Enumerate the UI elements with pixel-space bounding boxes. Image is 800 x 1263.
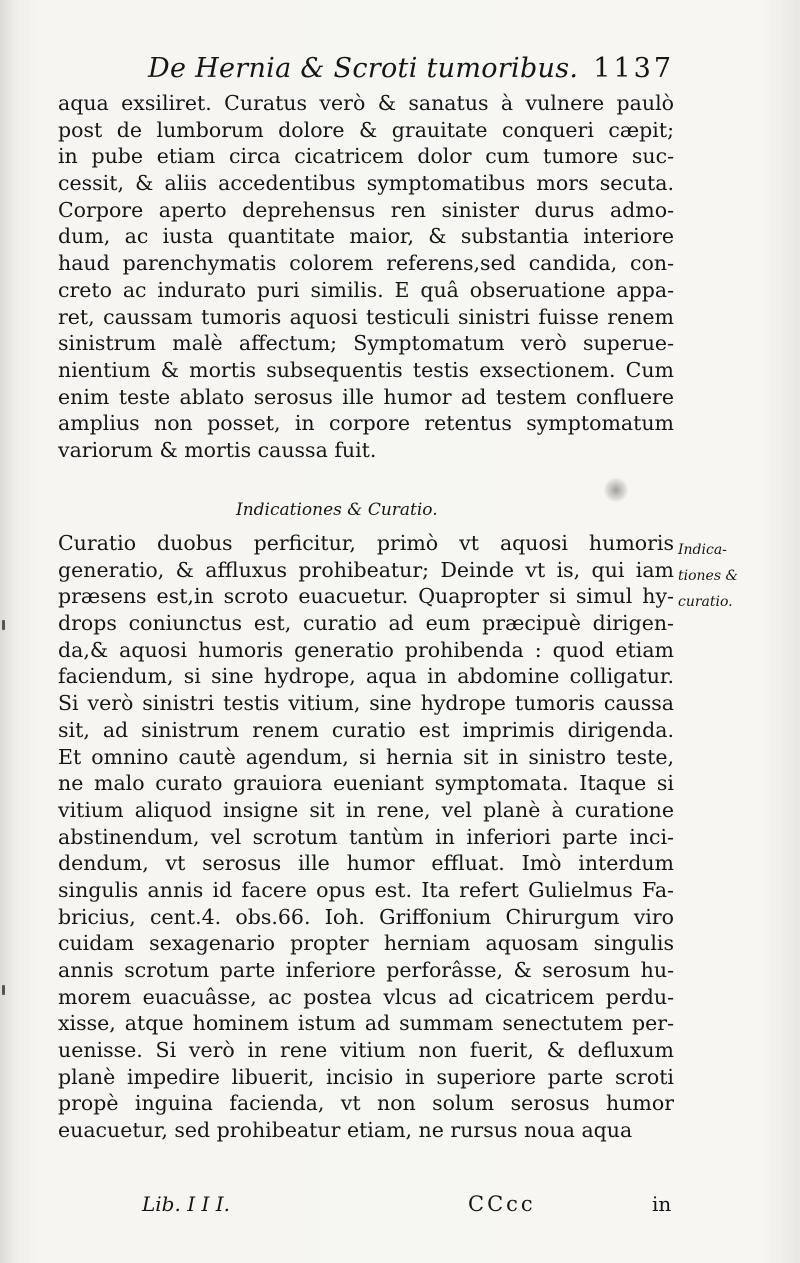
page-footer <box>0 1192 800 1222</box>
text-line: præsens est,in scroto euacuetur. Quapropter si simul hy- <box>58 584 674 609</box>
text-line: dum, ac iusta quantitate maior, & substantia interiore <box>58 224 674 249</box>
text-line: amplius non posset, in corpore retentus symptomatum <box>58 411 674 436</box>
signature-mark: CCcc <box>468 1192 536 1216</box>
text-line: ret, caussam tumoris aquosi testiculi sinistri fuisse renem <box>58 304 674 329</box>
text-line: Si verò sinistri testis vitium, sine hydrope tumoris caussa <box>58 691 674 716</box>
text-line: haud parenchymatis colorem referens,sed candida, con- <box>58 251 674 276</box>
text-line: nientium & mortis subsequentis testis exsectionem. Cum <box>58 357 674 382</box>
text-line: planè impedire libuerit, incisio in superiore parte scroti <box>58 1064 674 1089</box>
text-line: propè inguina facienda, vt non solum serosus humor <box>58 1091 674 1116</box>
text-line: euacuetur, sed prohibeatur etiam, ne rursus noua aqua <box>58 1118 633 1143</box>
text-line: enim teste ablato serosus ille humor ad testem confluere <box>58 384 674 409</box>
text-line: post de lumborum dolore & grauitate conqueri cæpit; <box>58 117 674 142</box>
text-line: drops coniunctus est, curatio ad eum præcipuè dirigen- <box>58 611 674 636</box>
text-line: cessit, & aliis accedentibus symptomatibus mors secuta. <box>58 171 674 196</box>
catchword: in <box>652 1192 672 1216</box>
margin-note <box>678 537 798 615</box>
text-line: cuidam sexagenario propter herniam aquosam singulis <box>58 931 674 956</box>
text-line: Corpore aperto deprehensus ren sinister durus admo- <box>58 197 674 222</box>
text-line: uenisse. Si verò in rene vitium non fuerit, & defluxum <box>58 1038 674 1063</box>
text-line: annis scrotum parte inferiore perforâsse, & serosum hu- <box>58 958 674 982</box>
text-line: dendum, vt serosus ille humor effluat. Imò interdum <box>58 851 674 876</box>
text-line: Curatio duobus perficitur, primò vt aquosi humoris <box>58 531 674 555</box>
signature-label: Lib. I I I. <box>142 1192 230 1216</box>
text-line: bricius, cent.4. obs.66. Ioh. Griffonium Chirurgum viro <box>58 904 674 929</box>
ink-smudge <box>604 478 628 502</box>
text-line: Et omnino cautè agendum, si hernia sit in sinistro teste, <box>58 744 674 769</box>
text-line: aqua exsiliret. Curatus verò & sanatus à vulnere paulò <box>58 91 674 115</box>
margin-note-line: Indica- <box>678 542 727 558</box>
text-line: generatio, & affluxus prohibeatur; Deinde vt is, qui iam <box>58 557 674 582</box>
text-line: sinistrum malè affectum; Symptomatum verò superue- <box>58 331 674 356</box>
margin-note-line: curatio. <box>678 594 733 610</box>
page-number: 1137 <box>593 53 674 84</box>
page-edge-mark <box>2 985 5 995</box>
text-line: variorum & mortis caussa fuit. <box>58 437 377 462</box>
page-header <box>148 53 678 93</box>
margin-note-line: tiones & <box>678 568 738 584</box>
page-edge-mark <box>2 620 5 630</box>
paragraph-observation <box>58 90 674 464</box>
text-line: singulis annis id facere opus est. Ita refert Gulielmus Fa- <box>58 877 674 902</box>
text-line: sit, ad sinistrum renem curatio est imprimis dirigenda. <box>58 717 674 742</box>
text-line: xisse, atque hominem istum ad summam senectutem per- <box>58 1011 674 1036</box>
text-line: morem euacuâsse, ac postea vlcus ad cicatricem perdu- <box>58 984 674 1009</box>
text-line: ne malo curato grauiora eueniant symptomata. Itaque si <box>58 771 674 796</box>
text-line: vitium aliquod insigne sit in rene, vel planè à curatione <box>58 797 674 822</box>
text-line: abstinendum, vel scrotum tantùm in inferiori parte inci- <box>58 824 674 849</box>
text-line: faciendum, si sine hydrope, aqua in abdomine colligatur. <box>58 664 674 689</box>
text-line: da,& aquosi humoris generatio prohibenda : quod etiam <box>58 637 674 662</box>
running-title: De Hernia & Scroti tumoribus. <box>148 53 579 84</box>
section-heading: Indicationes & Curatio. <box>236 500 438 520</box>
text-line: in pube etiam circa cicatricem dolor cum tumore suc- <box>58 144 674 169</box>
text-line: creto ac indurato puri similis. E quâ obseruatione appa- <box>58 277 674 302</box>
paragraph-indications <box>58 530 674 1144</box>
